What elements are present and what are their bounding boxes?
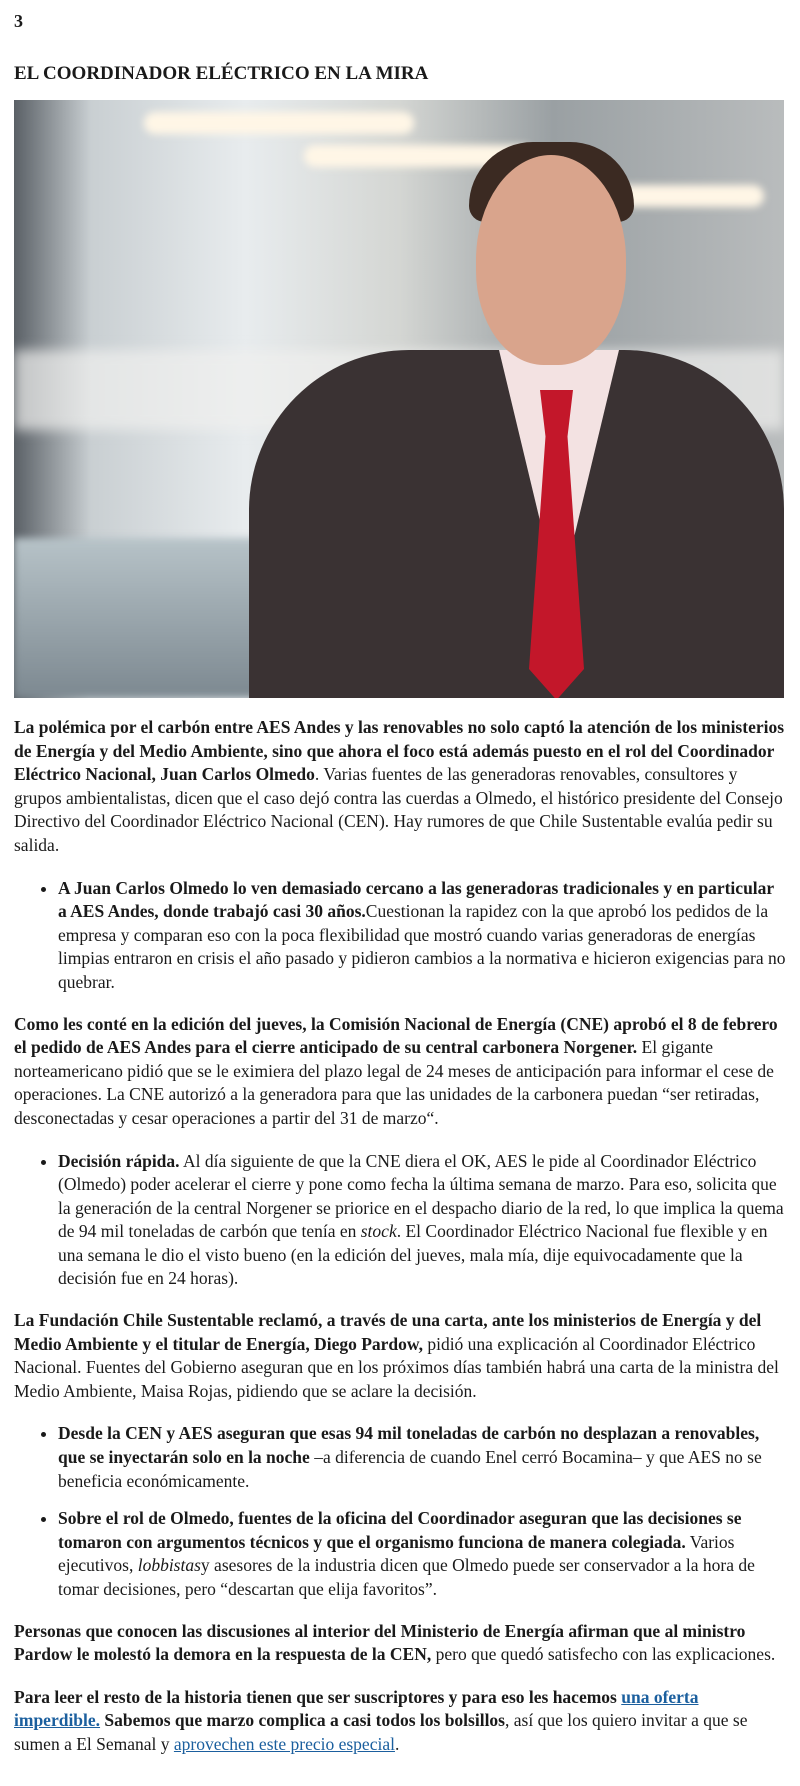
paragraph: Personas que conocen las discusiones al interior del Ministerio de Energía afirman que al ministro Pardow le molestó la demora en la respuesta de la CEN, pero que quedó satisfecho con las explicaciones. bbox=[14, 1620, 776, 1665]
list-item: • Sobre el rol de Olmedo, fuentes de la oficina del Coordinador aseguran que las decisiones se tomaron con argumentos técnicos y que el organismo funciona de manera colegiada. Varios ejecutivos, lobbistasy asesores de la industria dicen que Olmedo puede ser conservador a la hora de tomar decisiones, pero “descartan que elija favoritos”. bbox=[58, 1507, 786, 1601]
offer-link[interactable]: una oferta imperdible. bbox=[14, 1686, 699, 1731]
article-photo bbox=[14, 100, 784, 698]
paragraph: La polémica por el carbón entre AES Andes y las renovables no solo captó la atención de los ministerios de Energía y del Medio Ambiente, sino que ahora el foco está además puesto en el rol del Coordinador Eléctrico Nacional, Juan Carlos Olmedo. Varias fuentes de las generadoras renovables, consultores y grupos ambientalistas, dicen que el caso dejó contra las cuerdas a Olmedo, el histórico presidente del Consejo Directivo del Coordinador Eléctrico Nacional (CEN). Hay rumores de que Chile Sustentable evalúa pedir su salida. bbox=[14, 717, 785, 855]
bullet-list bbox=[14, 1422, 786, 1601]
bullet-list bbox=[14, 1150, 786, 1292]
paragraph: Para leer el resto de la historia tienen que ser suscriptores y para eso les hacemos una oferta imperdible. Sabemos que marzo complica a casi todos los bolsillos, así que los quiero invitar a que se sumen a El Semanal y aprovechen este precio especial. bbox=[14, 1686, 748, 1754]
paragraph: La Fundación Chile Sustentable reclamó, a través de una carta, ante los ministerios de Energía y del Medio Ambiente y el titular de Energía, Diego Pardow, pidió una explicación al Coordinador Eléctrico Nacional. Fuentes del Gobierno aseguran que en los próximos días también habrá una carta de la ministra del Medio Ambiente, Maisa Rojas, pidiendo que se aclare la decisión. bbox=[14, 1310, 779, 1401]
person-face bbox=[476, 155, 626, 365]
paragraph: Como les conté en la edición del jueves, la Comisión Nacional de Energía (CNE) aprobó el 8 de febrero el pedido de AES Andes para el cierre anticipado de su central carbonera Norgener. El gigante norteamericano pidió que se le eximiera del plazo legal de 24 meses de anticipación para informar el cese de operaciones. La CNE autorizó a la generadora para que las unidades de la carbonera puedan “ser retiradas, desconectadas y cesar operaciones a partir del 31 de marzo“. bbox=[14, 1013, 778, 1128]
list-item: • A Juan Carlos Olmedo lo ven demasiado cercano a las generadoras tradicionales y en particular a AES Andes, donde trabajó casi 30 años.Cuestionan la rapidez con la que aprobó los pedidos de la empresa y comparan eso con la poca flexibilidad que mostró cuando varias generadoras de energías limpias entraron en crisis el año pasado y pidieron cambios a la normativa e hicieron exigencias para no quebrar. bbox=[58, 877, 786, 995]
special-price-link[interactable]: aprovechen este precio especial bbox=[173, 1733, 395, 1754]
list-item: • Decisión rápida. Al día siguiente de que la CNE diera el OK, AES le pide al Coordinador Eléctrico (Olmedo) poder acelerar el cierre y pone como fecha la última semana de marzo. Para eso, solicita que la generación de la central Norgener se priorice en el despacho diario de la red, lo que implica la quema de 94 mil toneladas de carbón que tenía en stock. El Coordinador Eléctrico Nacional fue flexible y en una semana le dio el visto bueno (en la edición del jueves, mala mía, dije equivocadamente que la decisión fue en 24 horas). bbox=[58, 1150, 786, 1292]
list-item: • Desde la CEN y AES aseguran que esas 94 mil toneladas de carbón no desplazan a renovables, que se inyectarán solo en la noche –a diferencia de cuando Enel cerró Bocamina– y que AES no se beneficia económicamente. bbox=[58, 1422, 786, 1493]
bullet-list bbox=[14, 877, 786, 995]
section-title: EL COORDINADOR ELÉCTRICO EN LA MIRA bbox=[14, 63, 429, 84]
section-number: 3 bbox=[14, 11, 23, 31]
ceiling-light bbox=[144, 112, 414, 134]
